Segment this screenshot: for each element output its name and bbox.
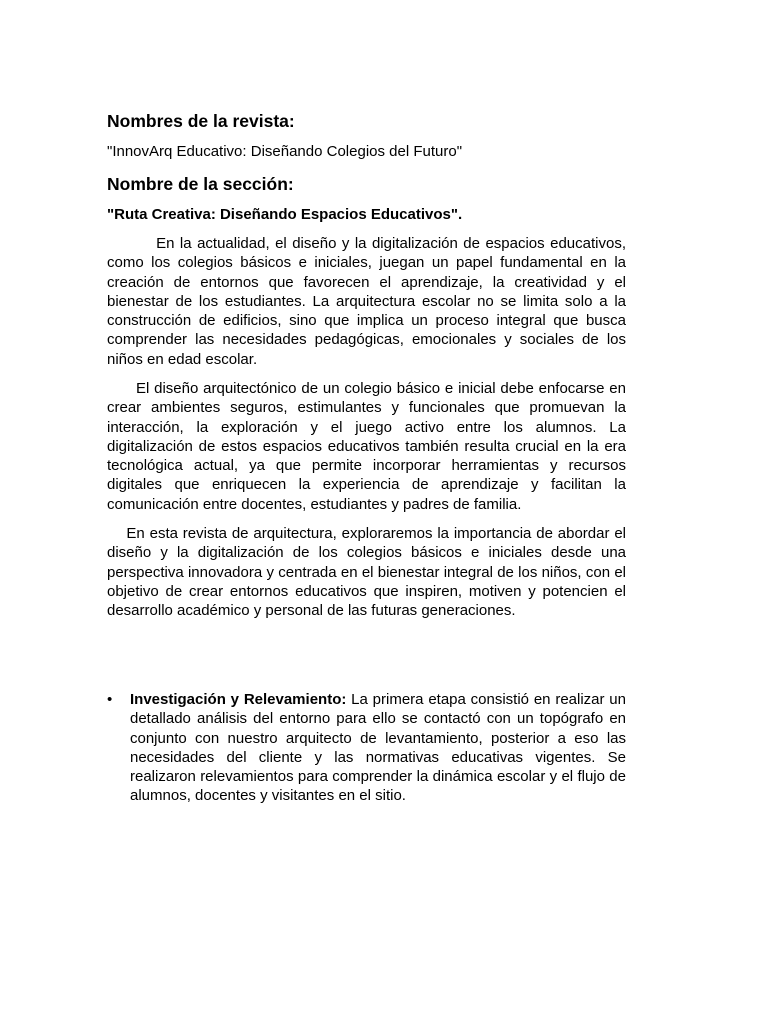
paragraph-magazine-purpose: En esta revista de arquitectura, exploraremos la importancia de abordar el diseño y la digitalización de los colegios básicos e iniciales desde una perspectiva innovadora y centrada en el bienestar integral de los niños, con el objetivo de crear entornos educativos que inspiren, motiven y potencien el desarrollo académico y personal de las futuras generaciones. xyxy=(107,525,626,620)
bullet-body: La primera etapa consistió en realizar un detallado análisis del entorno para ello se contactó con un topógrafo en conjunto con nuestro arquitecto de levantamiento, posterior a eso las necesidades del cliente y las normativas educativas vigentes. Se realizaron relevamientos para comprender la dinámica escolar y el flujo de alumnos, docentes y visitantes en el sitio. xyxy=(130,691,626,805)
bullet-text xyxy=(130,690,626,806)
bullet-icon: • xyxy=(107,691,113,708)
section-name: "Ruta Creativa: Diseñando Espacios Educativos". xyxy=(107,206,463,223)
paragraph-design: El diseño arquitectónico de un colegio básico e inicial debe enfocarse en crear ambientes seguros, estimulantes y funcionales que promuevan la interacción, la exploración y el juego activo entre los alumnos. La digitalización de estos espacios educativos también resulta crucial en la era tecnológica actual, ya que permite incorporar herramientas y recursos digitales que enriquecen la experiencia de aprendizaje y facilitan la comunicación entre docentes, estudiantes y padres de familia. xyxy=(107,380,626,513)
heading-magazine-names: Nombres de la revista: xyxy=(107,111,295,131)
heading-section-name: Nombre de la sección: xyxy=(107,174,294,194)
magazine-name: "InnovArq Educativo: Diseñando Colegios del Futuro" xyxy=(107,143,463,160)
bullet-title: Investigación y Relevamiento: xyxy=(130,691,347,708)
paragraph-intro: En la actualidad, el diseño y la digitalización de espacios educativos, como los colegios básicos e iniciales, juegan un papel fundamental en la creación de entornos que favorecen el aprendizaje, la creatividad y el bienestar de los estudiantes. La arquitectura escolar no se limita solo a la construcción de edificios, sino que implica un proceso integral que busca comprender las necesidades pedagógicas, emocionales y sociales de los niños en edad escolar. xyxy=(107,235,626,368)
